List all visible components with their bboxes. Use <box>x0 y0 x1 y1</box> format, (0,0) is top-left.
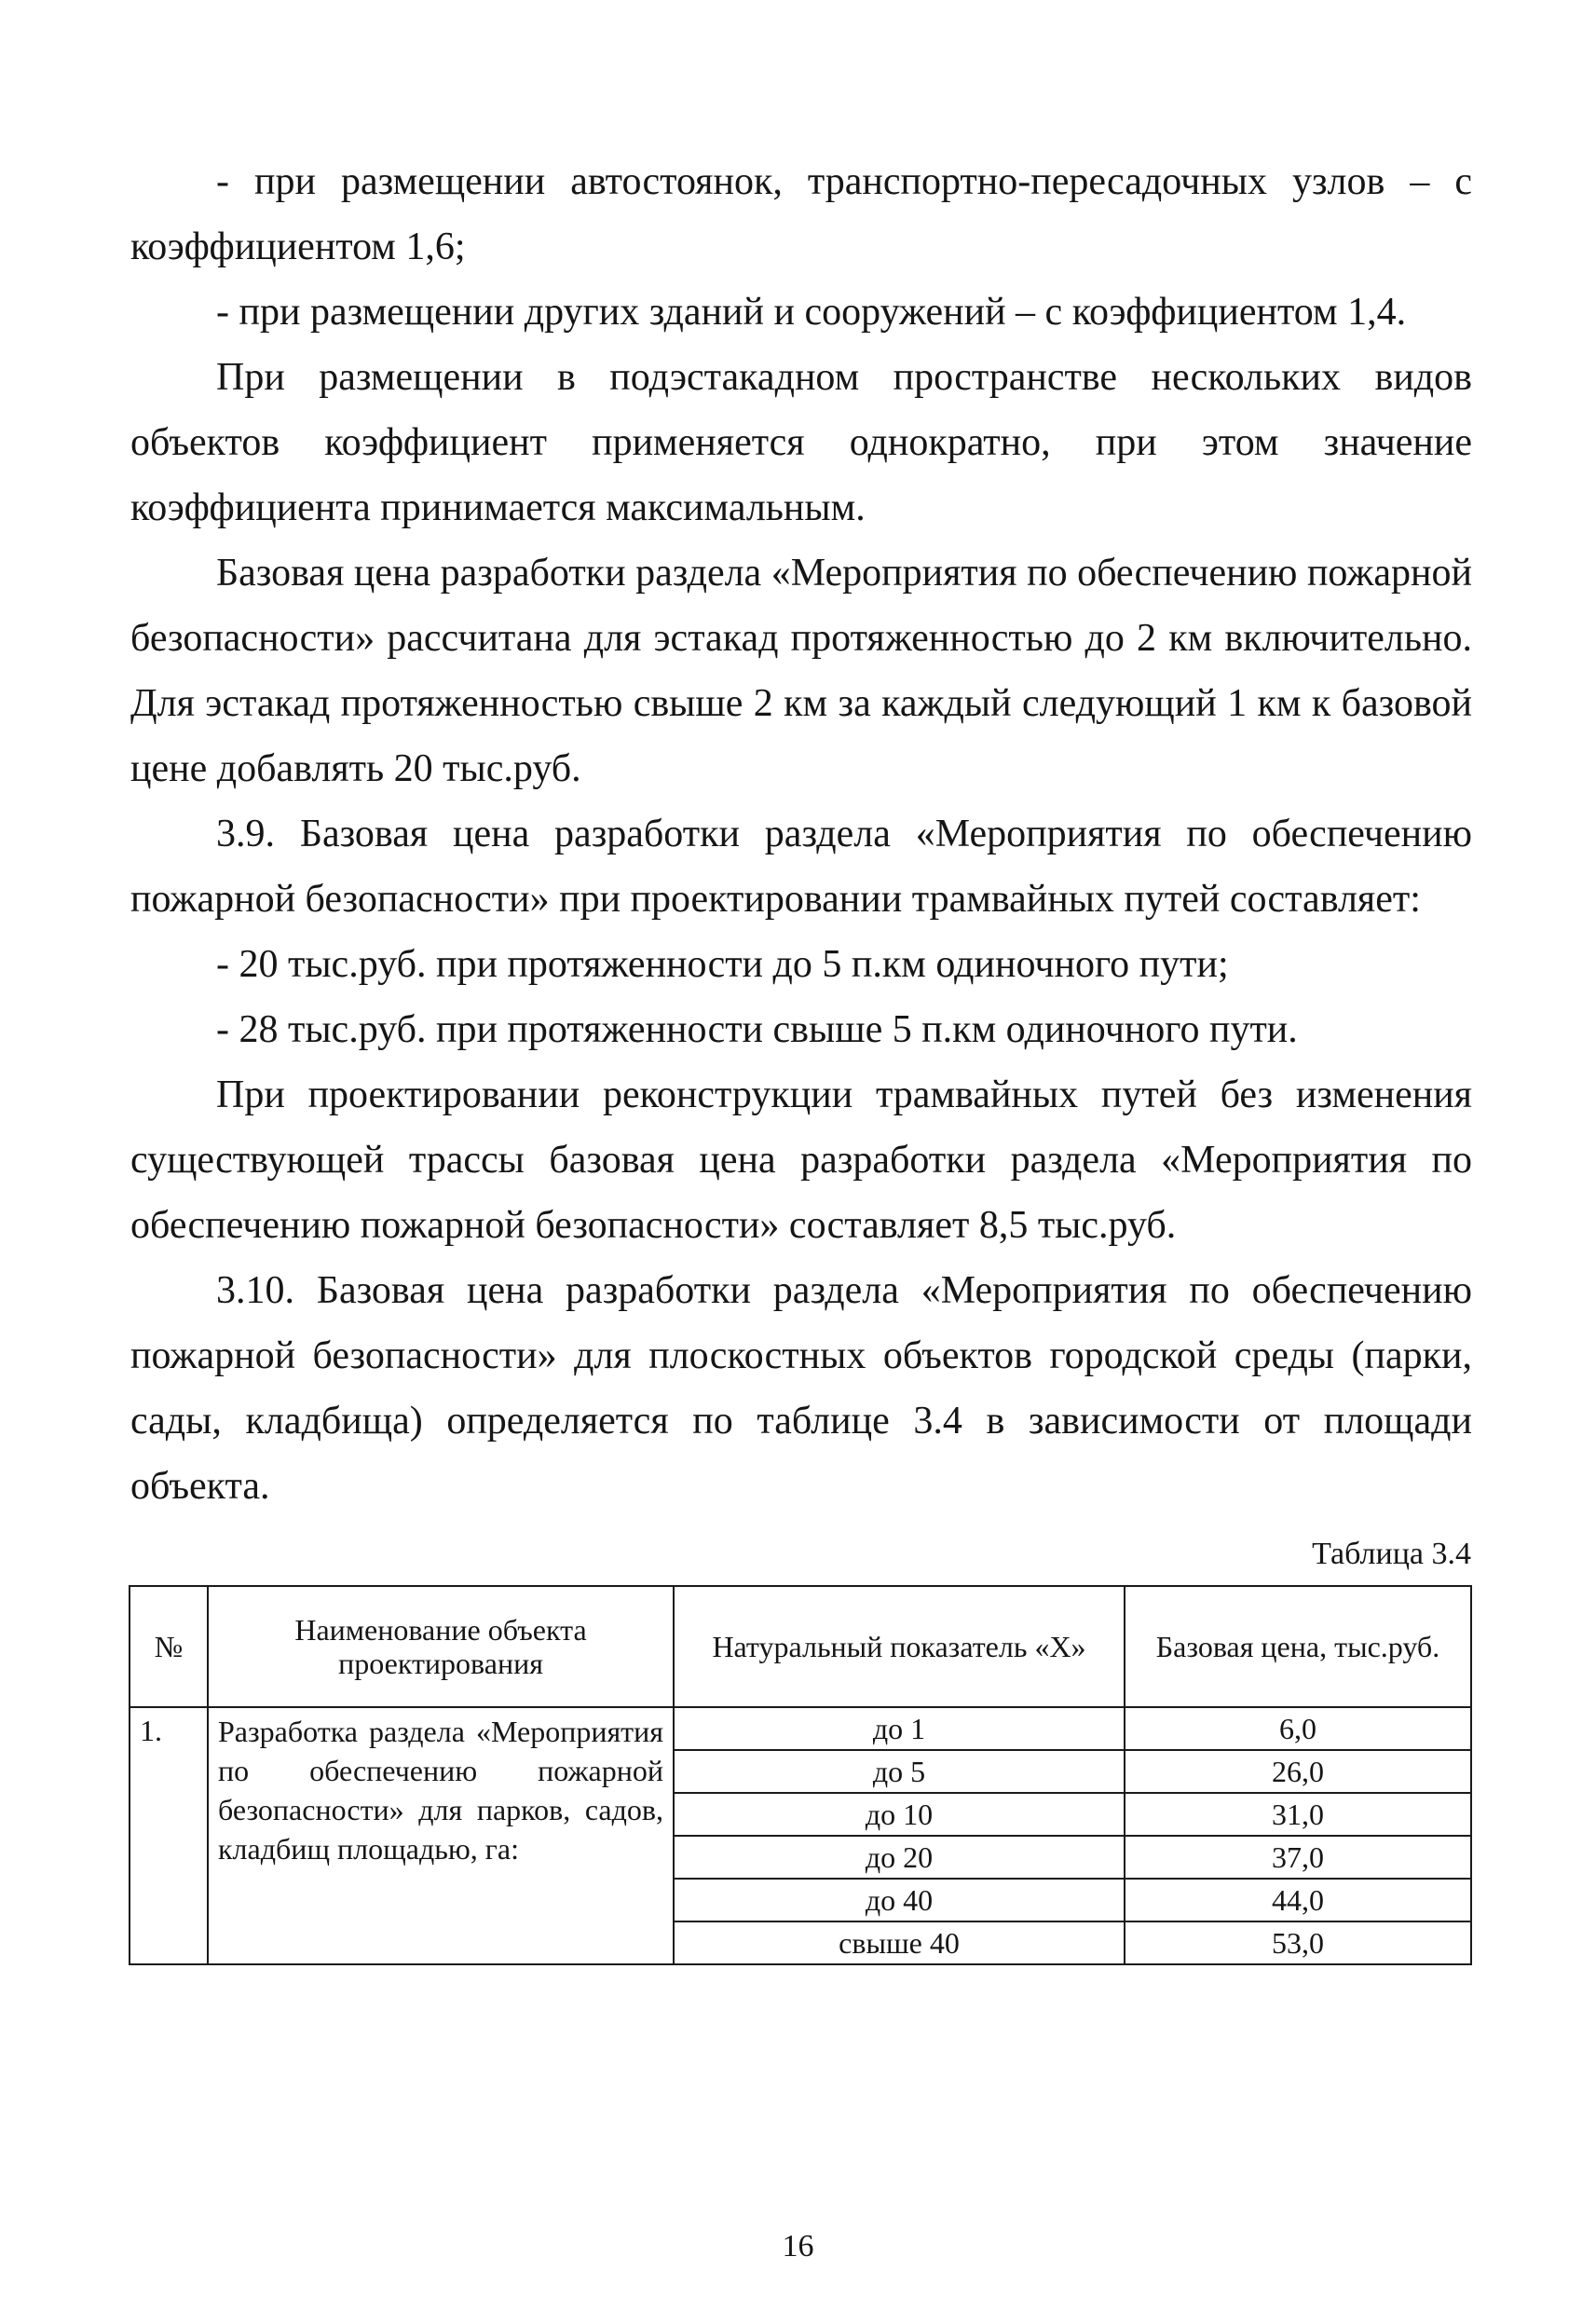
paragraph: 3.9. Базовая цена разработки раздела «Мероприятия по обеспечению пожарной безопасности» при проектировании трамвайных путей составляет: <box>130 813 1472 921</box>
indicator-cell: до 1 <box>674 1707 1125 1750</box>
paragraph: 3.10. Базовая цена разработки раздела «Мероприятия по обеспечению пожарной безопасности» для плоскостных объектов городской среды (парки, сады, кладбища) определяется по таблице 3.4 в зависимости от площади объекта. <box>130 1269 1472 1508</box>
paragraph: Базовая цена разработки раздела «Мероприятия по обеспечению пожарной безопасности» рассчитана для эстакад протяженностью до 2 км включительно. Для эстакад протяженностью свыше 2 км за каждый следующий 1 км к базовой цене добавлять 20 тыс.руб. <box>130 552 1472 790</box>
indicator-cell: до 10 <box>674 1793 1125 1836</box>
row-num: 1. <box>130 1707 208 1964</box>
price-cell: 44,0 <box>1125 1879 1471 1921</box>
paragraph: При размещении в подэстакадном пространстве нескольких видов объектов коэффициент применяется однократно, при этом значение коэффициента принимается максимальным. <box>130 356 1472 529</box>
price-cell: 31,0 <box>1125 1793 1471 1836</box>
indicator-cell: до 20 <box>674 1836 1125 1879</box>
price-cell: 26,0 <box>1125 1750 1471 1793</box>
table-header-row <box>130 1586 1471 1707</box>
price-cell: 6,0 <box>1125 1707 1471 1750</box>
price-table <box>129 1585 1472 1965</box>
paragraph: При проектировании реконструкции трамвайных путей без изменения существующей трассы базовая цена разработки раздела «Мероприятия по обеспечению пожарной безопасности» составляет 8,5 тыс.руб. <box>130 1073 1472 1247</box>
list-item: - при размещении автостоянок, транспортно-пересадочных узлов – с коэффициентом 1,6; <box>130 160 1472 268</box>
row-name: Разработка раздела «Мероприятия по обеспечению пожарной безопасности» для парков, садов, кладбищ площадью, га: <box>208 1707 674 1964</box>
indicator-cell: свыше 40 <box>674 1921 1125 1964</box>
header-name: Наименование объекта проектирования <box>208 1586 674 1707</box>
price-cell: 37,0 <box>1125 1836 1471 1879</box>
header-indicator: Натуральный показатель «Х» <box>674 1586 1125 1707</box>
list-item: - 20 тыс.руб. при протяженности до 5 п.км одиночного пути; <box>216 943 1229 986</box>
body-text <box>130 149 1472 1519</box>
table-row <box>130 1707 1471 1750</box>
header-num: № <box>130 1586 208 1707</box>
table-caption: Таблица 3.4 <box>1312 1537 1471 1571</box>
price-cell: 53,0 <box>1125 1921 1471 1964</box>
list-item: - 28 тыс.руб. при протяженности свыше 5 п.км одиночного пути. <box>216 1008 1298 1051</box>
list-item: - при размещении других зданий и сооружений – с коэффициентом 1,4. <box>216 291 1407 334</box>
indicator-cell: до 5 <box>674 1750 1125 1793</box>
page-number: 16 <box>782 2229 814 2263</box>
header-price: Базовая цена, тыс.руб. <box>1125 1586 1471 1707</box>
indicator-cell: до 40 <box>674 1879 1125 1921</box>
